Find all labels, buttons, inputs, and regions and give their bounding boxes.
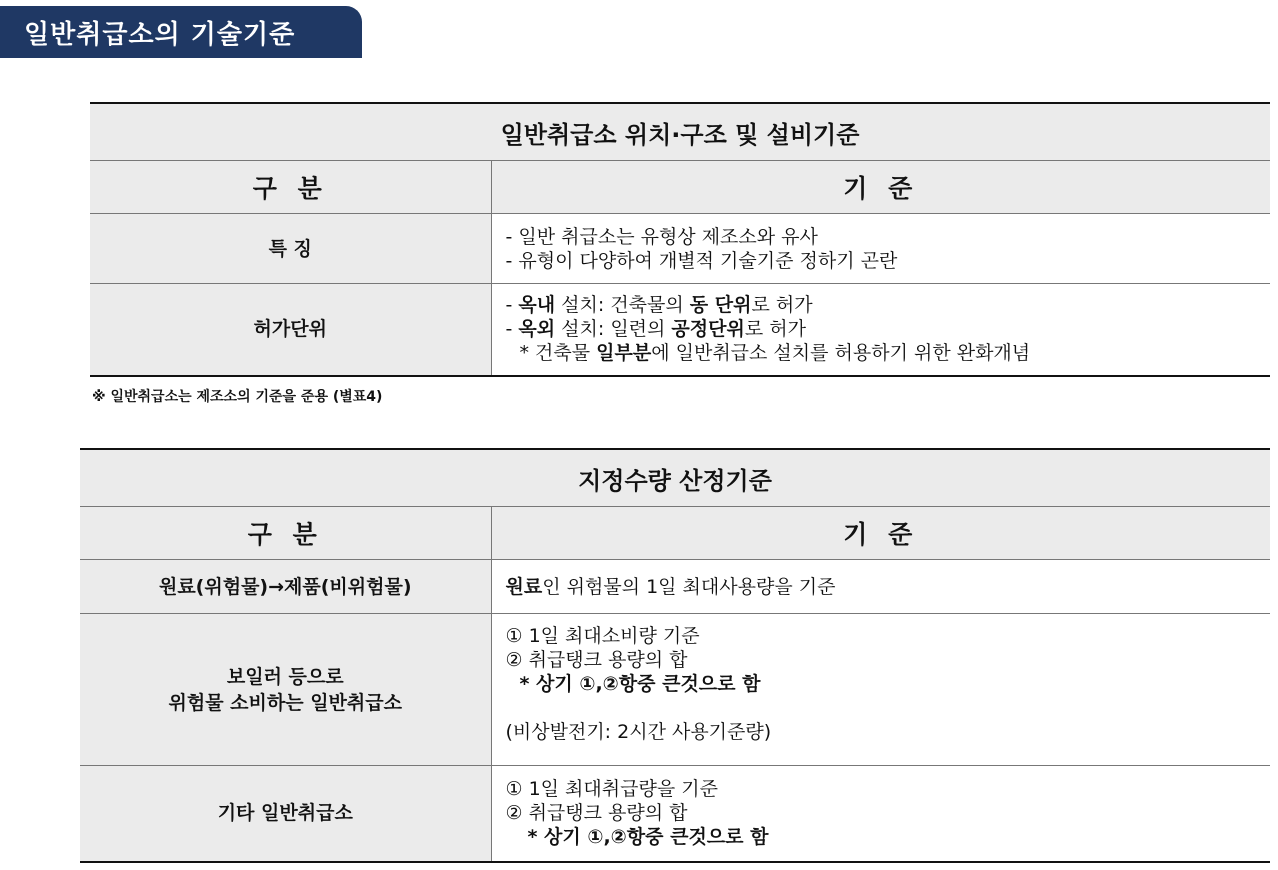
row-label-other: 기타 일반취급소 <box>80 766 491 862</box>
page-title: 일반취급소의 기술기준 <box>0 6 362 58</box>
table-row <box>80 766 1270 862</box>
boiler-line-2: ② 취급탱크 용량의 합 <box>505 649 688 671</box>
other-bold-line: * 상기 ①,②항중 큰것으로 함 <box>527 826 769 849</box>
permit-line-indoor: - 옥내 설치: 건축물의 동 단위로 허가 <box>505 294 813 317</box>
row-content-permit-unit <box>491 284 1270 376</box>
table2-title: 지정수량 산정기준 <box>80 449 1270 507</box>
table-row <box>90 284 1270 376</box>
table1-title: 일반취급소 위치·구조 및 설비기준 <box>90 103 1270 161</box>
table1-col-standard: 기 준 <box>491 161 1270 214</box>
designated-quantity-table <box>80 448 1270 863</box>
feature-line-2: - 유형이 다양하여 개별적 기술기준 정하기 곤란 <box>505 249 898 272</box>
table-row <box>80 560 1270 614</box>
row-content-raw-material: 원료인 위험물의 1일 최대사용량을 기준 <box>491 560 1270 614</box>
facility-standard-table <box>90 102 1270 377</box>
other-line-1: ① 1일 최대취급량을 기준 <box>505 778 718 801</box>
boiler-bold-line: * 상기 ①,②항중 큰것으로 함 <box>519 673 761 695</box>
row-label-boiler: 보일러 등으로 위험물 소비하는 일반취급소 <box>80 614 491 766</box>
row-label-permit-unit: 허가단위 <box>90 284 491 376</box>
other-line-2: ② 취급탱크 용량의 합 <box>505 802 688 825</box>
row-content-feature <box>491 214 1270 284</box>
row-label-raw-material: 원료(위험물)→제품(비위험물) <box>80 560 491 614</box>
boiler-line-1: ① 1일 최대소비량 기준 <box>505 625 700 647</box>
table-row <box>80 614 1270 766</box>
row-content-other <box>491 766 1270 862</box>
permit-line-outdoor: - 옥외 설치: 일련의 공정단위로 허가 <box>505 318 806 341</box>
table2-col-category: 구 분 <box>80 507 491 560</box>
permit-line-note: * 건축물 일부분에 일반취급소 설치를 허용하기 위한 완화개념 <box>519 342 1031 365</box>
boiler-extra-line: (비상발전기: 2시간 사용기준량) <box>505 721 772 743</box>
feature-line-1: - 일반 취급소는 유형상 제조소와 유사 <box>505 225 818 248</box>
table2-col-standard: 기 준 <box>491 507 1270 560</box>
reference-note: ※ 일반취급소는 제조소의 기준을 준용 (별표4) <box>92 389 383 405</box>
row-content-boiler <box>491 614 1270 766</box>
table-row <box>90 214 1270 284</box>
row-label-feature: 특 징 <box>90 214 491 284</box>
table1-col-category: 구 분 <box>90 161 491 214</box>
